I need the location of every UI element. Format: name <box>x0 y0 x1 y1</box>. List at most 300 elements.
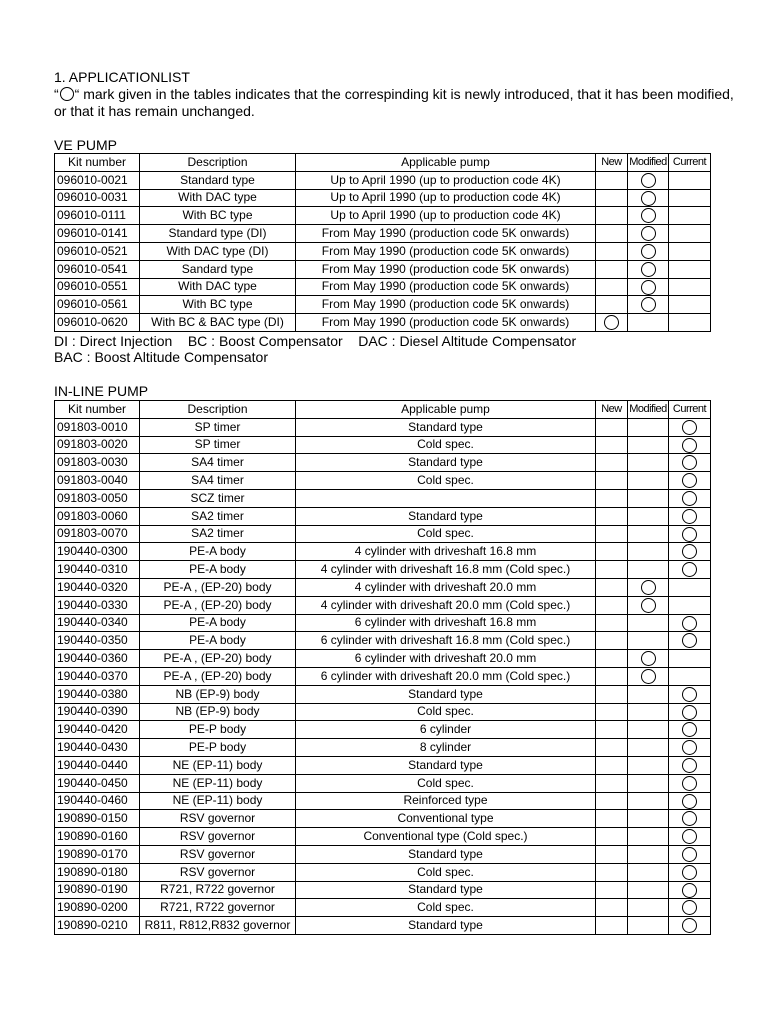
table-row <box>55 489 711 507</box>
status-modified-cell <box>628 525 669 543</box>
status-new-cell <box>596 189 628 207</box>
status-new-cell <box>596 881 628 899</box>
table-row <box>55 703 711 721</box>
kit-number-cell: 091803-0010 <box>55 418 140 436</box>
status-new-cell <box>596 278 628 296</box>
status-modified-cell <box>628 810 669 828</box>
status-modified-cell <box>628 207 669 225</box>
circle-mark-icon <box>641 580 656 595</box>
kit-number-cell: 190440-0330 <box>55 596 140 614</box>
status-current-cell <box>669 242 711 260</box>
col-current: Current <box>669 154 711 172</box>
circle-mark-icon <box>682 776 697 791</box>
table-row <box>55 454 711 472</box>
applicable-pump-cell: Standard type <box>296 418 596 436</box>
applicable-pump-cell: 4 cylinder with driveshaft 20.0 mm <box>296 578 596 596</box>
kit-number-cell: 096010-0561 <box>55 296 140 314</box>
table-row <box>55 792 711 810</box>
table-row <box>55 507 711 525</box>
status-new-cell <box>596 632 628 650</box>
applicable-pump-cell: Up to April 1990 (up to production code 4K) <box>296 207 596 225</box>
description-cell: RSV governor <box>140 810 296 828</box>
status-current-cell <box>669 189 711 207</box>
applicable-pump-cell: From May 1990 (production code 5K onwards) <box>296 314 596 332</box>
circle-mark-icon <box>682 740 697 755</box>
status-modified-cell <box>628 596 669 614</box>
col-modified: Modified <box>628 154 669 172</box>
kit-number-cell: 190890-0180 <box>55 863 140 881</box>
circle-mark-icon <box>682 918 697 933</box>
table-row <box>55 863 711 881</box>
status-new-cell <box>596 899 628 917</box>
table-row <box>55 525 711 543</box>
table-row <box>55 278 711 296</box>
kit-number-cell: 190440-0300 <box>55 543 140 561</box>
table-row <box>55 472 711 490</box>
circle-mark-icon <box>682 705 697 720</box>
status-current-cell <box>669 810 711 828</box>
status-current-cell <box>669 721 711 739</box>
table-row <box>55 721 711 739</box>
col-description: Description <box>140 401 296 419</box>
applicable-pump-cell: Cold spec. <box>296 774 596 792</box>
status-new-cell <box>596 561 628 579</box>
kit-number-cell: 091803-0070 <box>55 525 140 543</box>
description-cell: PE-A , (EP-20) body <box>140 596 296 614</box>
circle-mark-icon <box>641 262 656 277</box>
status-new-cell <box>596 242 628 260</box>
applicable-pump-cell: Cold spec. <box>296 863 596 881</box>
description-cell: NB (EP-9) body <box>140 703 296 721</box>
col-description: Description <box>140 154 296 172</box>
circle-mark-icon <box>682 420 697 435</box>
circle-mark-icon <box>682 883 697 898</box>
circle-mark-icon <box>641 598 656 613</box>
description-cell: PE-A body <box>140 561 296 579</box>
kit-number-cell: 190440-0450 <box>55 774 140 792</box>
applicable-pump-cell: Conventional type (Cold spec.) <box>296 828 596 846</box>
applicable-pump-cell: Cold spec. <box>296 436 596 454</box>
circle-mark-icon <box>682 616 697 631</box>
circle-mark-icon <box>682 633 697 648</box>
circle-mark-icon <box>682 758 697 773</box>
table-row <box>55 561 711 579</box>
status-modified-cell <box>628 472 669 490</box>
applicable-pump-cell: Cold spec. <box>296 899 596 917</box>
kit-number-cell: 190440-0370 <box>55 667 140 685</box>
status-current-cell <box>669 917 711 935</box>
status-new-cell <box>596 525 628 543</box>
applicable-pump-cell: 4 cylinder with driveshaft 16.8 mm (Cold spec.) <box>296 561 596 579</box>
status-new-cell <box>596 614 628 632</box>
status-new-cell <box>596 810 628 828</box>
description-cell: RSV governor <box>140 845 296 863</box>
applicable-pump-cell: From May 1990 (production code 5K onwards) <box>296 225 596 243</box>
col-current: Current <box>669 401 711 419</box>
description-cell: With DAC type <box>140 278 296 296</box>
applicable-pump-cell: Cold spec. <box>296 472 596 490</box>
table-row <box>55 171 711 189</box>
applicable-pump-cell: Standard type <box>296 881 596 899</box>
status-modified-cell <box>628 296 669 314</box>
ve-pump-table <box>54 153 711 332</box>
description-cell: With DAC type (DI) <box>140 242 296 260</box>
status-modified-cell <box>628 436 669 454</box>
table-row <box>55 578 711 596</box>
abbreviation-legend-line2: BAC : Boost Altitude Compensator <box>54 349 268 365</box>
status-current-cell <box>669 489 711 507</box>
status-modified-cell <box>628 721 669 739</box>
table-row <box>55 314 711 332</box>
status-new-cell <box>596 207 628 225</box>
description-cell: With BC type <box>140 296 296 314</box>
status-current-cell <box>669 561 711 579</box>
status-new-cell <box>596 650 628 668</box>
circle-mark-icon <box>682 438 697 453</box>
status-modified-cell <box>628 703 669 721</box>
circle-mark-icon <box>641 297 656 312</box>
circle-mark-icon <box>641 280 656 295</box>
col-kit-number: Kit number <box>55 154 140 172</box>
status-current-cell <box>669 703 711 721</box>
status-modified-cell <box>628 828 669 846</box>
applicable-pump-cell: 4 cylinder with driveshaft 20.0 mm (Cold spec.) <box>296 596 596 614</box>
table-row <box>55 756 711 774</box>
status-current-cell <box>669 614 711 632</box>
circle-mark-icon <box>641 208 656 223</box>
applicable-pump-cell: 6 cylinder with driveshaft 20.0 mm (Cold spec.) <box>296 667 596 685</box>
status-modified-cell <box>628 489 669 507</box>
status-new-cell <box>596 917 628 935</box>
table-row <box>55 296 711 314</box>
circle-mark-icon <box>641 244 656 259</box>
kit-number-cell: 091803-0060 <box>55 507 140 525</box>
status-new-cell <box>596 472 628 490</box>
table-row <box>55 899 711 917</box>
col-kit-number: Kit number <box>55 401 140 419</box>
status-current-cell <box>669 881 711 899</box>
col-new: New <box>596 154 628 172</box>
status-modified-cell <box>628 507 669 525</box>
kit-number-cell: 096010-0141 <box>55 225 140 243</box>
status-new-cell <box>596 703 628 721</box>
applicable-pump-cell: Standard type <box>296 845 596 863</box>
circle-mark-icon <box>682 473 697 488</box>
status-current-cell <box>669 828 711 846</box>
status-new-cell <box>596 489 628 507</box>
abbreviation-legend-line1: DI : Direct Injection BC : Boost Compensator DAC : Diesel Altitude Compensator <box>54 333 577 349</box>
status-modified-cell <box>628 225 669 243</box>
kit-number-cell: 190890-0190 <box>55 881 140 899</box>
description-cell: Sandard type <box>140 260 296 278</box>
table-row <box>55 739 711 757</box>
table-row <box>55 650 711 668</box>
applicable-pump-cell: 6 cylinder with driveshaft 20.0 mm <box>296 650 596 668</box>
status-modified-cell <box>628 881 669 899</box>
table-row <box>55 189 711 207</box>
description-cell: Standard type (DI) <box>140 225 296 243</box>
kit-number-cell: 190890-0210 <box>55 917 140 935</box>
description-cell: NB (EP-9) body <box>140 685 296 703</box>
table-row <box>55 596 711 614</box>
kit-number-cell: 190440-0430 <box>55 739 140 757</box>
col-new: New <box>596 401 628 419</box>
circle-mark-icon <box>682 829 697 844</box>
kit-number-cell: 190440-0320 <box>55 578 140 596</box>
status-new-cell <box>596 418 628 436</box>
circle-mark-icon <box>682 865 697 880</box>
table-row <box>55 614 711 632</box>
table-row <box>55 436 711 454</box>
status-current-cell <box>669 436 711 454</box>
status-current-cell <box>669 650 711 668</box>
applicable-pump-cell: 6 cylinder <box>296 721 596 739</box>
description-cell: Standard type <box>140 171 296 189</box>
description-cell: R721, R722 governor <box>140 881 296 899</box>
circle-mark-icon <box>682 687 697 702</box>
status-modified-cell <box>628 667 669 685</box>
description-cell: PE-A body <box>140 632 296 650</box>
description-cell: With DAC type <box>140 189 296 207</box>
description-cell: SA2 timer <box>140 525 296 543</box>
status-current-cell <box>669 632 711 650</box>
col-applicable-pump: Applicable pump <box>296 154 596 172</box>
status-modified-cell <box>628 845 669 863</box>
status-current-cell <box>669 225 711 243</box>
description-cell: With BC type <box>140 207 296 225</box>
intro-quote-open: “ <box>54 86 59 102</box>
table-row <box>55 828 711 846</box>
circle-mark-icon <box>641 651 656 666</box>
kit-number-cell: 190440-0310 <box>55 561 140 579</box>
status-current-cell <box>669 863 711 881</box>
kit-number-cell: 190440-0360 <box>55 650 140 668</box>
kit-number-cell: 096010-0031 <box>55 189 140 207</box>
kit-number-cell: 096010-0551 <box>55 278 140 296</box>
description-cell: PE-P body <box>140 739 296 757</box>
applicable-pump-cell: Up to April 1990 (up to production code 4K) <box>296 171 596 189</box>
kit-number-cell: 190440-0390 <box>55 703 140 721</box>
status-current-cell <box>669 507 711 525</box>
status-current-cell <box>669 667 711 685</box>
status-new-cell <box>596 260 628 278</box>
description-cell: SP timer <box>140 418 296 436</box>
applicable-pump-cell: Reinforced type <box>296 792 596 810</box>
applicable-pump-cell: Conventional type <box>296 810 596 828</box>
status-new-cell <box>596 739 628 757</box>
description-cell: PE-P body <box>140 721 296 739</box>
table-row <box>55 810 711 828</box>
circle-mark-icon <box>682 794 697 809</box>
status-modified-cell <box>628 756 669 774</box>
circle-mark-icon <box>682 509 697 524</box>
status-modified-cell <box>628 278 669 296</box>
description-cell: R811, R812,R832 governor <box>140 917 296 935</box>
applicable-pump-cell: Standard type <box>296 685 596 703</box>
status-new-cell <box>596 774 628 792</box>
intro-paragraph <box>54 86 734 120</box>
status-modified-cell <box>628 739 669 757</box>
description-cell: PE-A , (EP-20) body <box>140 578 296 596</box>
status-modified-cell <box>628 774 669 792</box>
section-heading: 1. APPLICATIONLIST <box>54 69 190 85</box>
kit-number-cell: 190440-0380 <box>55 685 140 703</box>
description-cell: SA4 timer <box>140 472 296 490</box>
status-current-cell <box>669 454 711 472</box>
applicable-pump-cell: 6 cylinder with driveshaft 16.8 mm (Cold spec.) <box>296 632 596 650</box>
applicable-pump-cell: Standard type <box>296 507 596 525</box>
description-cell: NE (EP-11) body <box>140 756 296 774</box>
status-modified-cell <box>628 632 669 650</box>
description-cell: RSV governor <box>140 828 296 846</box>
table-row <box>55 685 711 703</box>
status-current-cell <box>669 774 711 792</box>
kit-number-cell: 091803-0020 <box>55 436 140 454</box>
applicable-pump-cell: Standard type <box>296 454 596 472</box>
status-new-cell <box>596 171 628 189</box>
status-current-cell <box>669 472 711 490</box>
status-new-cell <box>596 721 628 739</box>
table-header-row <box>55 154 711 172</box>
status-modified-cell <box>628 314 669 332</box>
circle-mark-icon <box>641 173 656 188</box>
status-modified-cell <box>628 792 669 810</box>
table-row <box>55 260 711 278</box>
status-modified-cell <box>628 578 669 596</box>
status-new-cell <box>596 436 628 454</box>
kit-number-cell: 091803-0050 <box>55 489 140 507</box>
kit-number-cell: 190440-0440 <box>55 756 140 774</box>
applicable-pump-cell: Up to April 1990 (up to production code 4K) <box>296 189 596 207</box>
circle-mark-icon <box>641 191 656 206</box>
inline-pump-table <box>54 400 711 935</box>
status-modified-cell <box>628 171 669 189</box>
status-modified-cell <box>628 418 669 436</box>
description-cell: PE-A , (EP-20) body <box>140 650 296 668</box>
status-modified-cell <box>628 899 669 917</box>
status-new-cell <box>596 225 628 243</box>
status-new-cell <box>596 863 628 881</box>
status-modified-cell <box>628 454 669 472</box>
status-new-cell <box>596 507 628 525</box>
status-current-cell <box>669 578 711 596</box>
status-new-cell <box>596 792 628 810</box>
applicable-pump-cell: Cold spec. <box>296 703 596 721</box>
status-modified-cell <box>628 543 669 561</box>
applicable-pump-cell: 8 cylinder <box>296 739 596 757</box>
status-current-cell <box>669 171 711 189</box>
status-new-cell <box>596 756 628 774</box>
status-new-cell <box>596 667 628 685</box>
applicable-pump-cell: From May 1990 (production code 5K onwards) <box>296 260 596 278</box>
status-current-cell <box>669 207 711 225</box>
applicable-pump-cell: From May 1990 (production code 5K onwards) <box>296 278 596 296</box>
description-cell: PE-A , (EP-20) body <box>140 667 296 685</box>
table-header-row <box>55 401 711 419</box>
circle-mark-icon <box>682 722 697 737</box>
description-cell: NE (EP-11) body <box>140 792 296 810</box>
description-cell: R721, R722 governor <box>140 899 296 917</box>
kit-number-cell: 096010-0620 <box>55 314 140 332</box>
applicable-pump-cell: Cold spec. <box>296 525 596 543</box>
table-row <box>55 845 711 863</box>
circle-mark-icon <box>604 315 619 330</box>
status-new-cell <box>596 578 628 596</box>
description-cell: PE-A body <box>140 543 296 561</box>
status-new-cell <box>596 845 628 863</box>
circle-mark-icon <box>641 669 656 684</box>
status-modified-cell <box>628 685 669 703</box>
status-current-cell <box>669 685 711 703</box>
applicable-pump-cell <box>296 489 596 507</box>
status-modified-cell <box>628 650 669 668</box>
kit-number-cell: 190440-0350 <box>55 632 140 650</box>
applicable-pump-cell: 4 cylinder with driveshaft 16.8 mm <box>296 543 596 561</box>
inline-pump-title: IN-LINE PUMP <box>54 383 149 399</box>
status-modified-cell <box>628 561 669 579</box>
table-row <box>55 225 711 243</box>
table-row <box>55 774 711 792</box>
kit-number-cell: 096010-0021 <box>55 171 140 189</box>
status-new-cell <box>596 685 628 703</box>
col-applicable-pump: Applicable pump <box>296 401 596 419</box>
circle-mark-icon <box>60 87 74 101</box>
applicable-pump-cell: Standard type <box>296 756 596 774</box>
kit-number-cell: 190890-0150 <box>55 810 140 828</box>
status-current-cell <box>669 756 711 774</box>
status-current-cell <box>669 525 711 543</box>
status-current-cell <box>669 314 711 332</box>
status-current-cell <box>669 260 711 278</box>
table-row <box>55 917 711 935</box>
table-row <box>55 632 711 650</box>
status-modified-cell <box>628 863 669 881</box>
description-cell: SA2 timer <box>140 507 296 525</box>
description-cell: SA4 timer <box>140 454 296 472</box>
table-row <box>55 207 711 225</box>
status-current-cell <box>669 739 711 757</box>
kit-number-cell: 091803-0030 <box>55 454 140 472</box>
circle-mark-icon <box>682 562 697 577</box>
kit-number-cell: 190440-0420 <box>55 721 140 739</box>
circle-mark-icon <box>682 491 697 506</box>
description-cell: With BC & BAC type (DI) <box>140 314 296 332</box>
table-row <box>55 881 711 899</box>
status-new-cell <box>596 454 628 472</box>
description-cell: SP timer <box>140 436 296 454</box>
description-cell: SCZ timer <box>140 489 296 507</box>
status-new-cell <box>596 314 628 332</box>
circle-mark-icon <box>682 847 697 862</box>
status-modified-cell <box>628 260 669 278</box>
table-row <box>55 543 711 561</box>
description-cell: NE (EP-11) body <box>140 774 296 792</box>
circle-mark-icon <box>682 527 697 542</box>
status-current-cell <box>669 845 711 863</box>
kit-number-cell: 091803-0040 <box>55 472 140 490</box>
status-modified-cell <box>628 189 669 207</box>
kit-number-cell: 190890-0170 <box>55 845 140 863</box>
applicable-pump-cell: Standard type <box>296 917 596 935</box>
kit-number-cell: 096010-0541 <box>55 260 140 278</box>
status-current-cell <box>669 278 711 296</box>
status-new-cell <box>596 828 628 846</box>
status-current-cell <box>669 792 711 810</box>
description-cell: RSV governor <box>140 863 296 881</box>
kit-number-cell: 190890-0160 <box>55 828 140 846</box>
description-cell: PE-A body <box>140 614 296 632</box>
status-modified-cell <box>628 242 669 260</box>
